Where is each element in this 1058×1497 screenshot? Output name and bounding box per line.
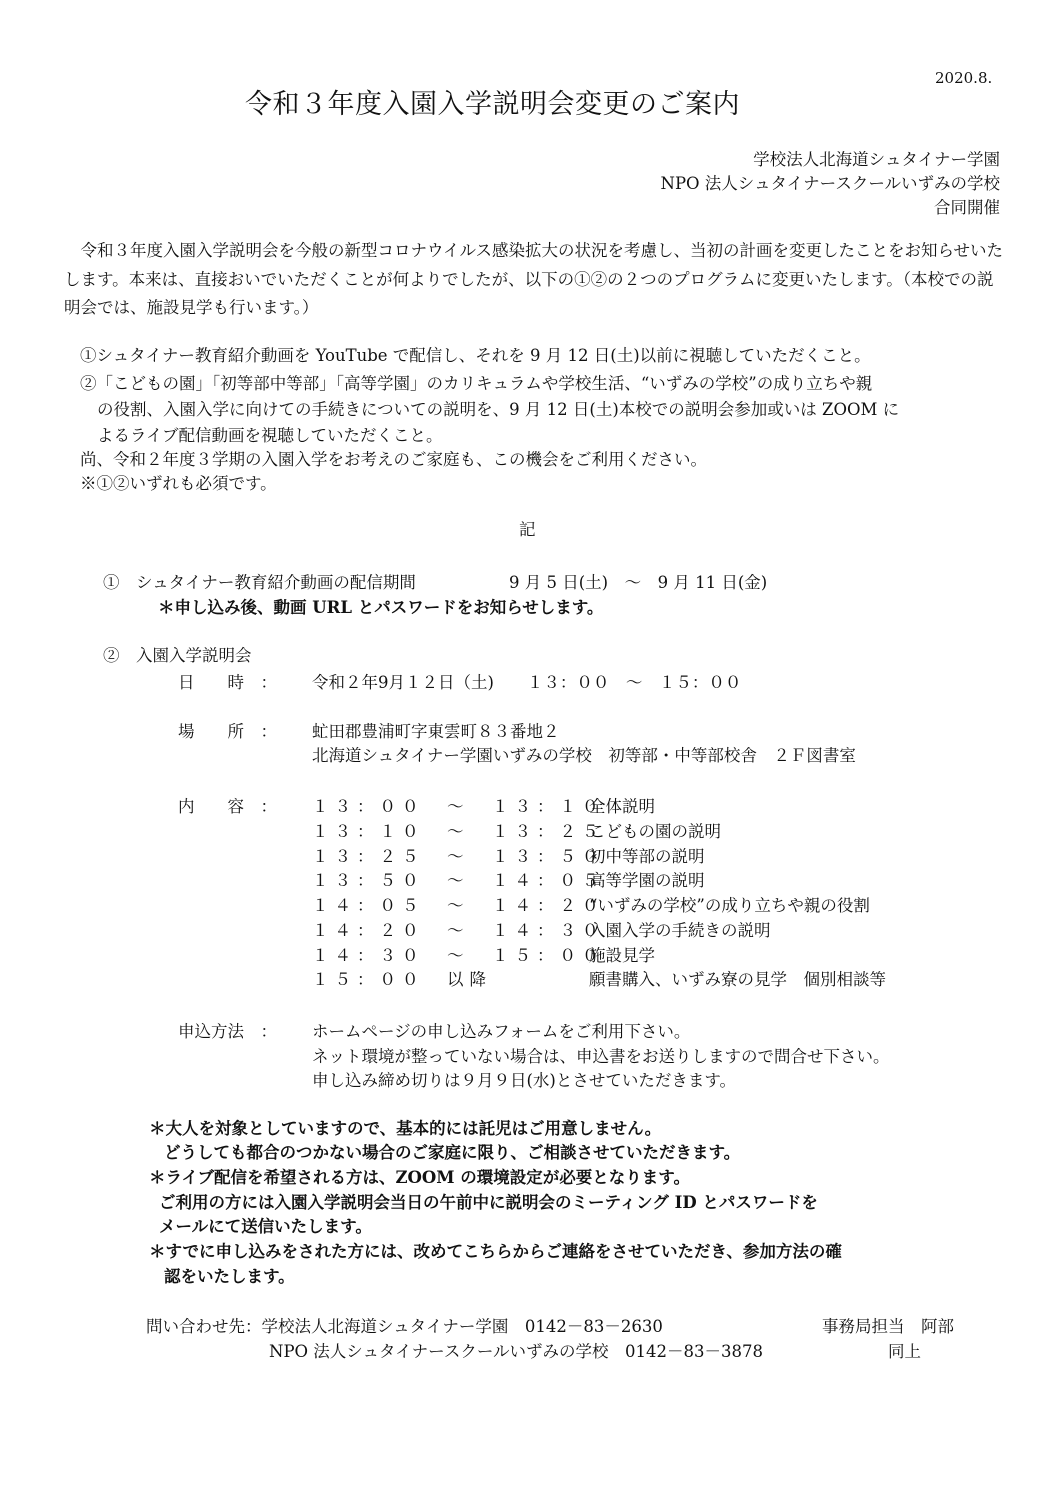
notice-2: ＊ライブ配信を希望される方は、ZOOM の環境設定が必要となります。 bbox=[149, 1168, 690, 1187]
program-line-1: ①シュタイナー教育紹介動画を YouTube で配信し、それを 9 月 12 日(土)以前に視聴していただくこと。 bbox=[80, 346, 871, 365]
schedule-desc: 施設見学 bbox=[589, 946, 655, 965]
organizer-1: 学校法人北海道シュタイナー学園 bbox=[753, 150, 1000, 169]
program-note-2: ※①②いずれも必須です。 bbox=[80, 474, 277, 493]
contact-staff: 事務局担当 阿部 bbox=[822, 1317, 954, 1336]
datetime-label: 日 時 ： bbox=[178, 673, 277, 692]
notice-1: ＊大人を対象としていますので、基本的には託児はご用意しません。 bbox=[149, 1119, 662, 1138]
schedule-time: １３：１０ ～ １３：２５ bbox=[312, 822, 605, 841]
section2-label: ② 入園入学説明会 bbox=[103, 646, 252, 665]
schedule-time: １４：２０ ～ １４：３０ bbox=[312, 921, 605, 940]
place-value-2: 北海道シュタイナー学園いずみの学校 初等部・中等部校舎 ２Ｆ図書室 bbox=[312, 746, 856, 765]
ki-heading: 記 bbox=[519, 520, 536, 539]
schedule-time: １３：００ ～ １３：１０ bbox=[312, 797, 605, 816]
schedule-desc: 願書購入、いずみ寮の見学 個別相談等 bbox=[589, 970, 886, 989]
program-line-2a: ②「こどもの園」「初等部中等部」「高等学園」のカリキュラムや学校生活、“いずみの学校”の成り立ちや親 bbox=[80, 374, 873, 393]
schedule-time: １４：０５ ～ １４：２０ bbox=[312, 896, 605, 915]
organizer-3: 合同開催 bbox=[934, 198, 1000, 217]
notice-2c: メールにて送信いたします。 bbox=[159, 1217, 372, 1236]
intro-paragraph: 令和３年度入園入学説明会を今般の新型コロナウイルス感染拡大の状況を考慮し、当初の計画を変更したことをお知らせいたします。本来は、直接おいでいただくことが何よりでしたが、以下の①②の２つのプログラムに変更いたします。（本校での説明会では、施設見学も行います。） bbox=[64, 241, 1004, 317]
apply-label: 申込方法 ： bbox=[178, 1022, 277, 1041]
contact-line-1: 問い合わせ先：学校法人北海道シュタイナー学園 0142－83－2630 bbox=[146, 1317, 663, 1336]
contact-same: 同上 bbox=[888, 1342, 921, 1361]
schedule-time: １３：２５ ～ １３：５０ bbox=[312, 847, 605, 866]
schedule-desc: こどもの園の説明 bbox=[589, 822, 721, 841]
contact-line-2: NPO 法人シュタイナースクールいずみの学校 0142－83－3878 bbox=[269, 1342, 763, 1361]
program-line-2c: よるライブ配信動画を視聴していただくこと。 bbox=[97, 426, 443, 445]
program-line-2b: の役割、入園入学に向けての手続きについての説明を、9 月 12 日(土)本校での説明会参加或いは ZOOM に bbox=[97, 400, 900, 419]
page-title: 令和３年度入園入学説明会変更のご案内 bbox=[245, 89, 740, 120]
section1-label: ① シュタイナー教育紹介動画の配信期間 bbox=[103, 573, 416, 592]
place-value-1: 虻田郡豊浦町字東雲町８３番地２ bbox=[312, 722, 560, 741]
content-label: 内 容 ： bbox=[178, 797, 277, 816]
schedule-desc: 入園入学の手続きの説明 bbox=[589, 921, 771, 940]
schedule-time: １５：００ 以降 bbox=[312, 970, 492, 989]
apply-line-1: ホームページの申し込みフォームをご利用下さい。 bbox=[312, 1022, 691, 1041]
apply-line-2: ネット環境が整っていない場合は、申込書をお送りしますので問合せ下さい。 bbox=[312, 1047, 890, 1066]
section1-period: 9 月 5 日(土) ～ 9 月 11 日(金) bbox=[509, 573, 768, 592]
section1-note: ＊申し込み後、動画 URL とパスワードをお知らせします。 bbox=[158, 598, 604, 617]
organizer-2: NPO 法人シュタイナースクールいずみの学校 bbox=[660, 174, 1000, 193]
notice-2b: ご利用の方には入園入学説明会当日の午前中に説明会のミーティング ID とパスワードを bbox=[159, 1193, 818, 1212]
datetime-value: 令和２年9月１２日（土) １３：００ ～ １５：００ bbox=[312, 673, 742, 692]
schedule-desc: 高等学園の説明 bbox=[589, 871, 705, 890]
apply-line-3: 申し込み締め切りは９月９日(水)とさせていただきます。 bbox=[312, 1071, 737, 1090]
date: 2020.8. bbox=[935, 69, 993, 87]
schedule-desc: 初中等部の説明 bbox=[589, 847, 705, 866]
place-label: 場 所 ： bbox=[178, 722, 277, 741]
notice-1b: どうしても都合のつかない場合のご家庭に限り、ご相談させていただきます。 bbox=[164, 1143, 741, 1162]
schedule-desc: 全体説明 bbox=[589, 797, 655, 816]
notice-3: ＊すでに申し込みをされた方には、改めてこちらからご連絡をさせていただき、参加方法の確 bbox=[149, 1242, 842, 1261]
program-note-1: 尚、令和２年度３学期の入園入学をお考えのご家庭も、この機会をご利用ください。 bbox=[80, 450, 707, 469]
schedule-time: １３：５０ ～ １４：０５ bbox=[312, 871, 605, 890]
schedule-desc: “いずみの学校”の成り立ちや親の役割 bbox=[589, 896, 870, 915]
schedule-time: １４：３０ ～ １５：００ bbox=[312, 946, 605, 965]
notice-3b: 認をいたします。 bbox=[164, 1267, 295, 1286]
